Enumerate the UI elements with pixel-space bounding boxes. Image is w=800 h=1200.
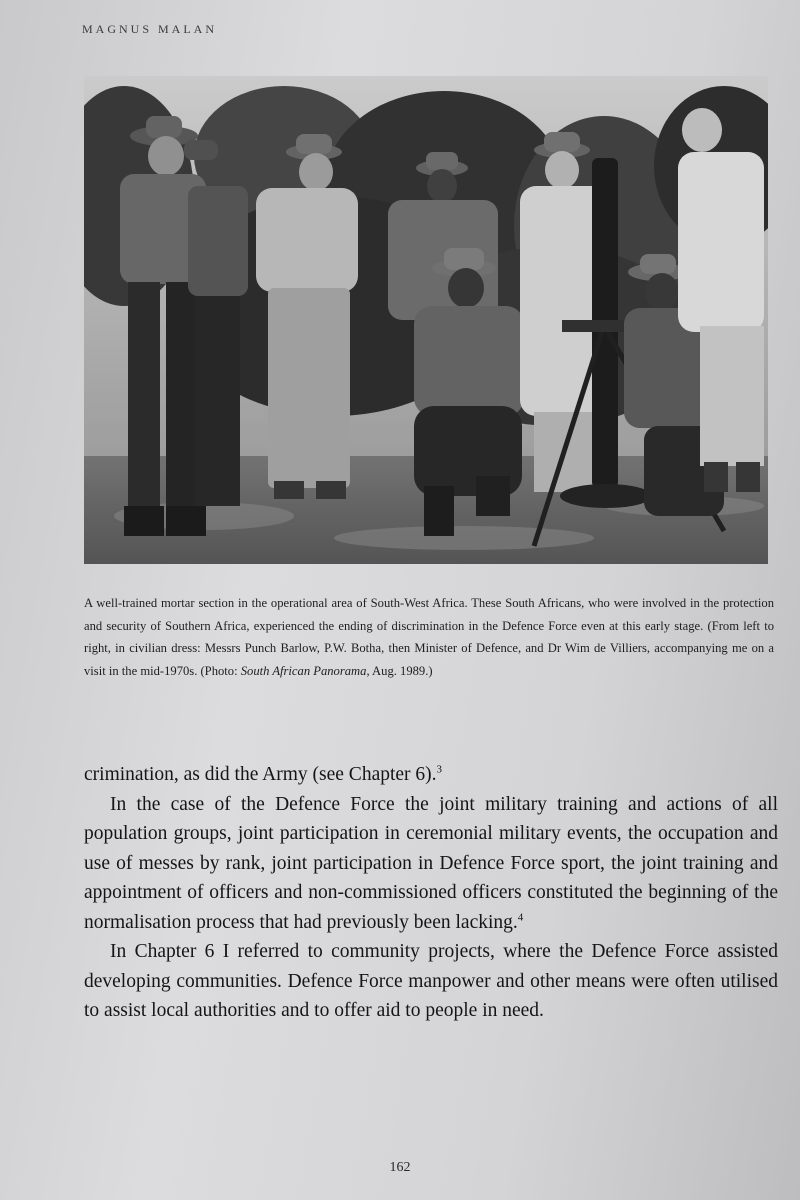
paragraph-text: In Chapter 6 I referred to community projects, where the Defence Force assisted developing communities. Defence Force manpower and other means were often utilised to assist local authorities and to offer aid to people in need.: [84, 941, 778, 1021]
photo-illustration: [84, 76, 768, 564]
body-text: [84, 760, 778, 1026]
caption-text: A well-trained mortar section in the operational area of South-West Africa. These South Africans, who were involved in the protection and security of Southern Africa, experienced the ending of discrimination in the Defence Force even at this early stage. (From left to right, in civilian dress: Messrs Punch Barlow, P.W. Botha, then Minister of Defence, and Dr Wim de Villiers, accompanying me on a visit in the mid-1970s. (Photo:: [84, 596, 774, 678]
paragraph-text: In the case of the Defence Force the joint military training and actions of all population groups, joint participation in ceremonial military events, the occupation and use of messes by rank, joint participation in Defence Force sport, the joint training and appointment of officers and non-commissioned officers constituted the beginning of the normalisation process that had previously been lacking.: [84, 793, 778, 933]
paragraph: [84, 790, 778, 938]
footnote-ref[interactable]: 4: [517, 911, 524, 923]
photo-caption: [84, 592, 774, 682]
paragraph-text: crimination, as did the Army (see Chapter 6).: [84, 764, 437, 785]
paragraph: [84, 760, 778, 790]
caption-source: South African Panorama: [240, 663, 367, 678]
page-number: 162: [389, 1160, 411, 1175]
photograph: [84, 76, 768, 564]
footnote-ref[interactable]: 3: [436, 763, 443, 776]
paragraph: [84, 937, 778, 1026]
running-head: MAGNUS MALAN: [82, 22, 218, 36]
caption-text-end: , Aug. 1989.): [366, 663, 433, 678]
